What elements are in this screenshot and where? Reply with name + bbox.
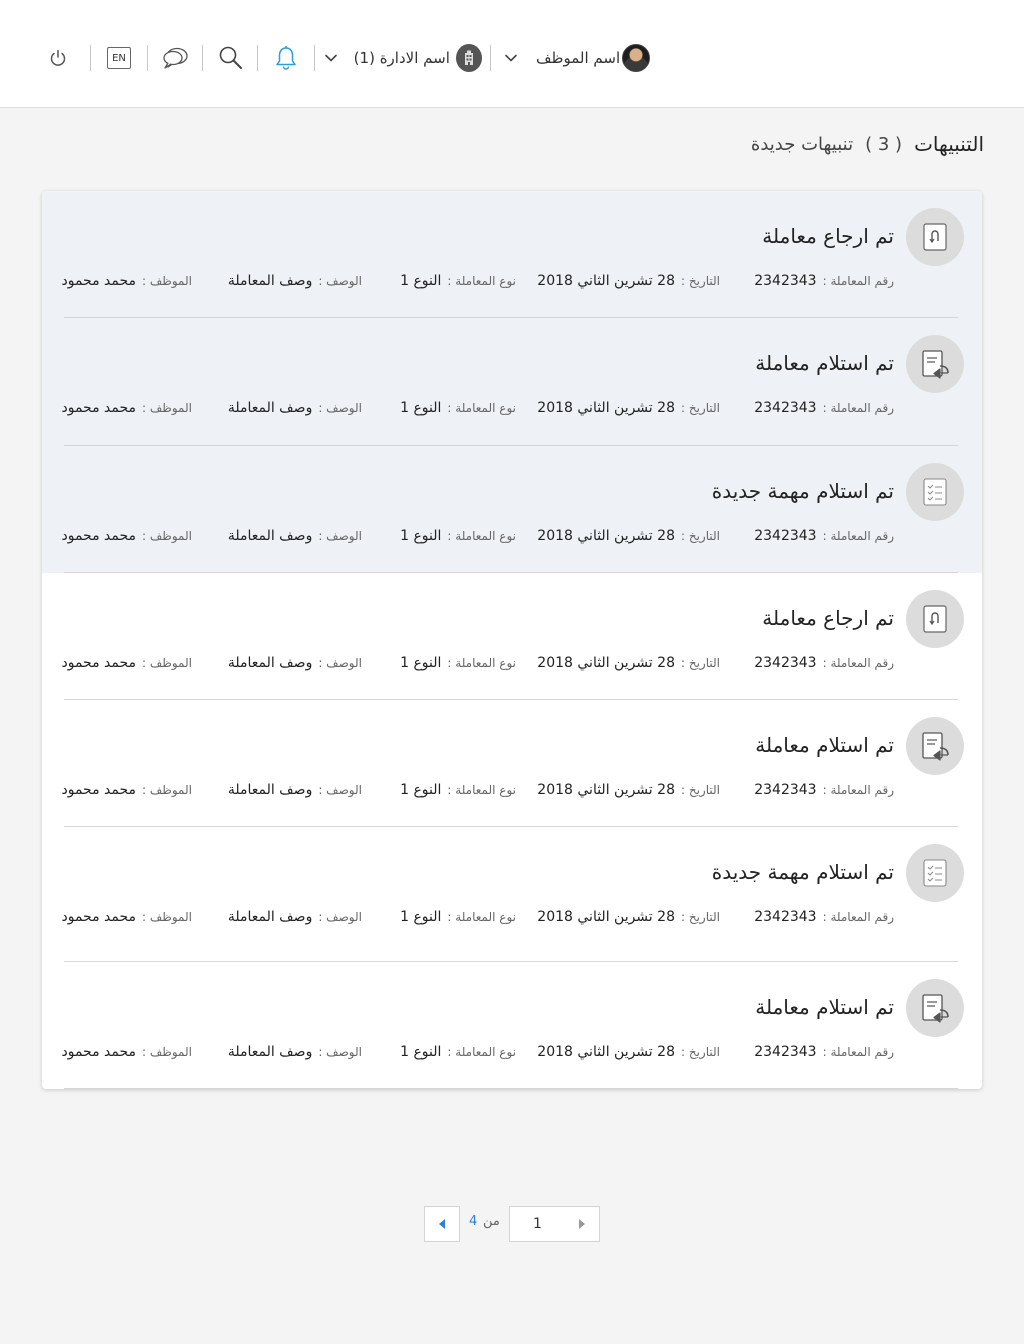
transaction-description-value: وصف المعاملة — [227, 273, 313, 289]
transaction-date-label: التاريخ : — [680, 910, 720, 924]
notification-row[interactable] — [42, 700, 982, 827]
transaction-employee-label: الموظف : — [142, 274, 192, 288]
page-of-label: من — [483, 1214, 500, 1229]
new-notifications-count: ( 3 ) — [865, 133, 903, 155]
transaction-employee-label: الموظف : — [142, 1045, 192, 1059]
search-icon[interactable] — [215, 42, 247, 74]
transaction-number-label: رقم المعاملة : — [822, 529, 894, 543]
transaction-number — [754, 909, 894, 925]
transaction-employee — [62, 909, 193, 925]
language-label: EN — [107, 47, 131, 69]
transaction-date-value: 28 تشرين الثاني 2018 — [537, 655, 675, 671]
chevron-down-icon — [500, 42, 522, 74]
transaction-description-value: وصف المعاملة — [227, 528, 313, 544]
transaction-employee-value: محمد محمود — [61, 909, 137, 925]
transaction-type-value: النوع 1 — [400, 528, 442, 544]
page-title-row — [751, 132, 984, 156]
transaction-date — [537, 273, 720, 289]
transaction-number-label: رقم المعاملة : — [822, 783, 894, 797]
chevron-down-icon — [322, 42, 341, 74]
transaction-number-value: 2342343 — [754, 528, 817, 544]
transaction-date-value: 28 تشرين الثاني 2018 — [537, 909, 675, 925]
bell-icon[interactable] — [270, 42, 302, 74]
transaction-type — [400, 1044, 516, 1060]
return-icon — [906, 590, 964, 648]
transaction-date — [537, 655, 720, 671]
transaction-description-label: الوصف : — [318, 401, 362, 415]
transaction-type-label: نوع المعاملة : — [447, 401, 516, 415]
transaction-number — [754, 400, 894, 416]
transaction-employee-value: محمد محمود — [61, 1044, 137, 1060]
transaction-type-value: النوع 1 — [400, 909, 442, 925]
transaction-number-value: 2342343 — [754, 782, 817, 798]
transaction-employee — [62, 655, 193, 671]
transaction-number-value: 2342343 — [754, 400, 817, 416]
notification-title: تم ارجاع معاملة — [762, 224, 894, 248]
transaction-employee-value: محمد محمود — [61, 655, 137, 671]
transaction-number-label: رقم المعاملة : — [822, 1045, 894, 1059]
transaction-type — [400, 655, 516, 671]
transaction-type-value: النوع 1 — [400, 1044, 442, 1060]
transaction-employee — [62, 400, 193, 416]
building-icon — [456, 44, 482, 72]
transaction-number-label: رقم المعاملة : — [822, 656, 894, 670]
transaction-number — [754, 273, 894, 289]
transaction-number-value: 2342343 — [754, 909, 817, 925]
transaction-description-label: الوصف : — [318, 274, 362, 288]
transaction-number — [754, 655, 894, 671]
top-header — [0, 0, 1024, 108]
transaction-type — [400, 528, 516, 544]
notification-title: تم ارجاع معاملة — [762, 606, 894, 630]
return-icon — [906, 208, 964, 266]
notification-title: تم استلام مهمة جديدة — [711, 860, 894, 884]
transaction-description — [228, 273, 362, 289]
transaction-date-value: 28 تشرين الثاني 2018 — [537, 528, 675, 544]
notification-row[interactable] — [42, 573, 982, 700]
page-number-input[interactable] — [509, 1206, 565, 1242]
transaction-type-value: النوع 1 — [400, 655, 442, 671]
transaction-date-label: التاريخ : — [680, 529, 720, 543]
task-list-icon — [906, 463, 964, 521]
transaction-employee-value: محمد محمود — [61, 273, 137, 289]
transaction-description-value: وصف المعاملة — [227, 909, 313, 925]
transaction-description — [228, 1044, 362, 1060]
header-separator — [90, 45, 91, 71]
row-divider — [64, 1088, 958, 1089]
transaction-type-label: نوع المعاملة : — [447, 274, 516, 288]
notification-title: تم استلام معاملة — [755, 351, 894, 375]
transaction-employee-value: محمد محمود — [61, 782, 137, 798]
notification-row[interactable] — [42, 962, 982, 1089]
department-selector[interactable] — [322, 42, 482, 74]
avatar — [622, 44, 650, 72]
transaction-description-label: الوصف : — [318, 529, 362, 543]
chat-icon[interactable] — [159, 42, 191, 74]
transaction-number-label: رقم المعاملة : — [822, 910, 894, 924]
employee-name: اسم الموظف — [536, 49, 621, 67]
transaction-number-value: 2342343 — [754, 273, 817, 289]
employee-selector[interactable] — [500, 42, 660, 74]
receive-document-icon — [906, 335, 964, 393]
transaction-employee-label: الموظف : — [142, 529, 192, 543]
caret-right-icon — [577, 1218, 587, 1230]
transaction-number — [754, 1044, 894, 1060]
transaction-employee — [62, 782, 193, 798]
transaction-date-label: التاريخ : — [680, 401, 720, 415]
transaction-type — [400, 782, 516, 798]
header-separator — [147, 45, 148, 71]
receive-document-icon — [906, 979, 964, 1037]
transaction-employee — [62, 273, 193, 289]
transaction-date-label: التاريخ : — [680, 656, 720, 670]
receive-document-icon — [906, 717, 964, 775]
transaction-date-label: التاريخ : — [680, 1045, 720, 1059]
department-name: اسم الادارة (1) — [353, 49, 450, 67]
transaction-employee — [62, 1044, 193, 1060]
transaction-description-label: الوصف : — [318, 910, 362, 924]
total-pages: 4 — [469, 1214, 478, 1229]
transaction-description-label: الوصف : — [318, 656, 362, 670]
transaction-date — [537, 400, 720, 416]
next-page-button[interactable] — [564, 1206, 600, 1242]
transaction-description-value: وصف المعاملة — [227, 655, 313, 671]
transaction-date — [537, 782, 720, 798]
transaction-description — [228, 528, 362, 544]
notification-title: تم استلام مهمة جديدة — [711, 479, 894, 503]
transaction-type-label: نوع المعاملة : — [447, 529, 516, 543]
transaction-number-value: 2342343 — [754, 655, 817, 671]
transaction-number-value: 2342343 — [754, 1044, 817, 1060]
notification-row[interactable] — [42, 318, 982, 446]
transaction-type-label: نوع المعاملة : — [447, 783, 516, 797]
transaction-employee-label: الموظف : — [142, 783, 192, 797]
transaction-employee-value: محمد محمود — [61, 400, 137, 416]
notification-title: تم استلام معاملة — [755, 733, 894, 757]
notification-row[interactable] — [42, 191, 982, 318]
transaction-number — [754, 782, 894, 798]
transaction-employee-value: محمد محمود — [61, 528, 137, 544]
task-list-icon — [906, 844, 964, 902]
transaction-description — [228, 655, 362, 671]
transaction-employee-label: الموظف : — [142, 910, 192, 924]
transaction-employee-label: الموظف : — [142, 401, 192, 415]
transaction-number-label: رقم المعاملة : — [822, 274, 894, 288]
transaction-type-value: النوع 1 — [400, 400, 442, 416]
transaction-date — [537, 528, 720, 544]
transaction-description-label: الوصف : — [318, 1045, 362, 1059]
transaction-date-value: 28 تشرين الثاني 2018 — [537, 273, 675, 289]
transaction-date-label: التاريخ : — [680, 783, 720, 797]
transaction-description-value: وصف المعاملة — [227, 400, 313, 416]
transaction-description-value: وصف المعاملة — [227, 782, 313, 798]
transaction-type-label: نوع المعاملة : — [447, 910, 516, 924]
transaction-description — [228, 400, 362, 416]
transaction-date-value: 28 تشرين الثاني 2018 — [537, 400, 675, 416]
transaction-type-label: نوع المعاملة : — [447, 1045, 516, 1059]
transaction-date — [537, 909, 720, 925]
notification-row[interactable] — [42, 827, 982, 962]
transaction-date-label: التاريخ : — [680, 274, 720, 288]
header-separator — [314, 45, 315, 71]
notifications-card — [42, 191, 982, 1089]
transaction-number — [754, 528, 894, 544]
transaction-number-label: رقم المعاملة : — [822, 401, 894, 415]
transaction-type — [400, 400, 516, 416]
caret-left-icon — [437, 1218, 447, 1230]
transaction-type-value: النوع 1 — [400, 782, 442, 798]
language-toggle-button[interactable] — [103, 42, 135, 74]
transaction-type-value: النوع 1 — [400, 273, 442, 289]
new-notifications-label: تنبيهات جديدة — [750, 133, 854, 155]
page-title: التنبيهات — [914, 132, 984, 156]
transaction-description — [228, 909, 362, 925]
power-icon[interactable] — [42, 42, 74, 74]
transaction-employee-label: الموظف : — [142, 656, 192, 670]
header-separator — [202, 45, 203, 71]
notification-title: تم استلام معاملة — [755, 995, 894, 1019]
transaction-date-value: 28 تشرين الثاني 2018 — [537, 1044, 675, 1060]
transaction-description-label: الوصف : — [318, 783, 362, 797]
transaction-type — [400, 909, 516, 925]
transaction-type — [400, 273, 516, 289]
transaction-description-value: وصف المعاملة — [227, 1044, 313, 1060]
transaction-description — [228, 782, 362, 798]
notification-row[interactable] — [42, 446, 982, 573]
transaction-employee — [62, 528, 193, 544]
previous-page-button[interactable] — [424, 1206, 460, 1242]
transaction-date-value: 28 تشرين الثاني 2018 — [537, 782, 675, 798]
header-separator — [490, 45, 491, 71]
transaction-date — [537, 1044, 720, 1060]
transaction-type-label: نوع المعاملة : — [447, 656, 516, 670]
header-separator — [257, 45, 258, 71]
